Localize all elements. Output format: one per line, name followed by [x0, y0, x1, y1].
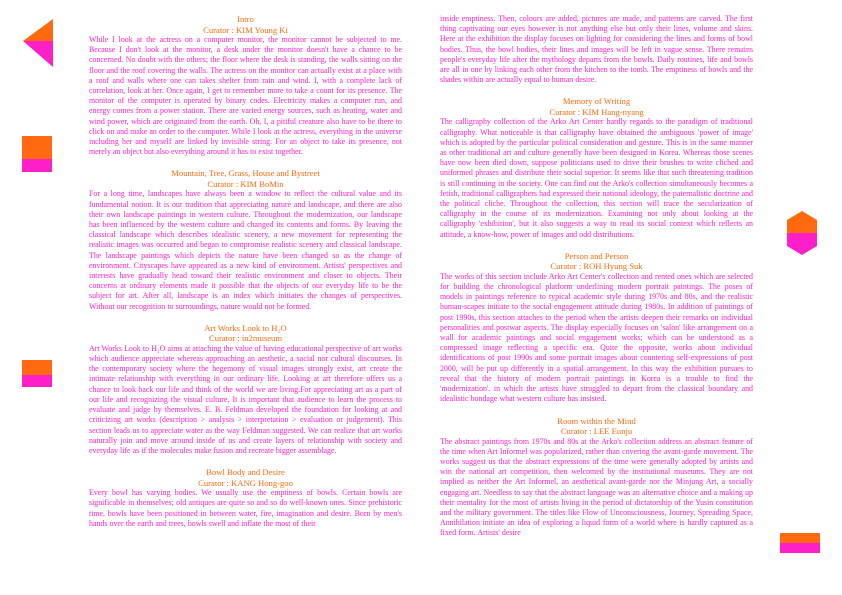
- section-curator: Curator : KIM BoMin: [207, 178, 284, 189]
- section-body: inside emptiness. Then, colours are added, pictures are made, and patterns are carved. The first thing captivating our eyes however is not anything else but only their lines, volume and skins. Here at the exhibition the display focuses on lighting for considering the lines and forms of bowl bodies. Thus, the bowl bodies, their lines and images will be left in vague sense. There remains people's everyday life after the mythology departs from the bowls. Daily routines, life and bowls are all in one by linking each other from the kitchen to the tomb. The emptiness of bowls and the shades within are actually equal to human desire.: [440, 14, 753, 85]
- section-bowl-body: [89, 467, 402, 529]
- section-body: The calligraphy collection of the Arko Art Center hardly regards to the paradigm of traditional calligraphy. What noticeable is that calligraphy have obtained the ambiguous 'power of image' which is adopted by the particular political consideration and gesture. This is in the same manner as other traditional art and culture generally have been designed in Korea. Whereas those scenes have now been died down, suppose politicians used to drive their brushes to write cliched and uniformed phrases and distribute their social superior. It seems like that such threatening tradition is still continuing in the society. One can find out the Arko's collection simultaneously becomes a fetish, traditional calligraphers had expressed their national ideology, the paternalistic doctrine and the political cliche. Throughout the collection, this section will trace the secularization of calligraphy in the course of its modernization. Examining not only about looking at the calligraphy 'exhibition', but it also suggests a way to read its social context which reflects an attitude, a know-how, power of images and odd distributions.: [440, 117, 753, 239]
- section-curator: Curator : KANG Hong-goo: [198, 477, 293, 488]
- section-body: For a long time, landscapes have always been a window to reflect the cultural value and its fundamental notion. It is our tradition that appreciating nature and landscape, and there are also their own landscape paintings in western culture. Throughout the modernization, our landscape has been influenced by the western culture and changed its contents and forms. By leaving the classical landscape which describes idealistic scenery, a new movement for representing the realistic images was occurred and began to compromise realistic scenery and classical landscape. The landscape paintings which depicts the nature have been changed so as the change of environment. Cityscapes have appeared as a new kind of environment. Artists' perspectives and interests have gradually head toward their realistic environment and closer to objects. Their concerns at ordinary elements made it possible that the objects of our everyday life to be the subject for art. After all, landscape is an index which initiates the changes of perspectives. Without our recognition to surroundings, nature would not be formed.: [89, 189, 402, 311]
- section-memory-of-writing: [440, 96, 753, 239]
- section-title: Memory of Writing: [562, 96, 631, 107]
- section-art-works-h2o: [89, 323, 402, 456]
- section-title: Art Works Look to H₂O: [204, 322, 287, 333]
- left-column: [89, 14, 402, 540]
- square-split-icon: [22, 360, 52, 387]
- section-person-and-person: [440, 251, 753, 405]
- section-title: Person and Person: [564, 250, 629, 261]
- section-title: Intro: [237, 14, 254, 24]
- section-body: While I look at the actress on a computer monitor, the monitor cannot be subjected to me. Because I don't look at the monitor, a desk under the monitor doesn't have a chance to be concerned. No doubt with the others; the floor where the desk is standing, the walls sitting on the floor and the roof covering the walls. The actress on the monitor can actually exist at a place with a roof and walls where one can takes shelter from rain and wind. I, with a complete lack of correlation, look at her. Once again, I get to remember more to take a count for its presence. The monitor of the computer is operated by binary codes. Electricity makes a computer run, and energy comes from a power station. There are varied energy sources, such as heating, water and wind power, which are originated from the earth. Oh, I, a pitiful creature also have to be there to click on and make an order to the computer. While I look at the actress, everything in the universe including her and myself are linked by invisible string. For an object to take its presence, not merely an object but also everything around it has to exist together.: [89, 35, 402, 157]
- section-title: Mountain, Tree, Grass, House and Bystreet: [171, 168, 320, 179]
- section-body: Every bowl has varying bodies. We usually use the emptiness of bowls. Certain bowls are significable in themselves; old antiques are quite so and so do well-known ones. Since prehistoric time, bowls have been positioned in between water, fire, imagination and desire. Born by men's hands over the earth and trees, bowls swell and inflate the most of their: [89, 488, 402, 528]
- section-mountain-tree: [89, 168, 402, 311]
- section-curator: Curator : KIM Young Ki: [203, 24, 288, 35]
- section-title: Room within the Mind: [557, 415, 636, 426]
- section-body: The abstract paintings from 1970s and 80s at the Arko's collection address an abstract feature of the time when Art Informel was popularized, rather than covering the avant-garde movement. The works suggest us that the abstract expressions of the time were generally adopted by artists and win the national art competition, then welcomed by the institutional museums. They are not implied as neither the Art Informel, an aesthetical avant-garde nor the Minjung Art, a socially engaging art. Needless to say that the abstract language was an alternative choice and a making up their mentality for the most of artists living in the period of dictatorship of the Yusin constitution and the military government. The titles like Flow of Unconsciousness, Journey, Spreading Space, Annihilation initiate an idea of exploring a liquid form of a world where is hardly captured as a fixed form. Artists' desire: [440, 436, 753, 538]
- section-curator: Curator : LEE Eunju: [560, 426, 633, 436]
- section-body: The works of this section include Arko Art Center's collection and rented ones which are selected for building the chronological platform underlining modern portrait paintings. The poses of models in paintings reference to typical academic style during 1970s and 80s, and the realistic human-scapes initiate to the social engagement attitude during 1980s. In addition of paintings of post 1990s, this section attaches to the period when the artists deepen their remarks on individual personalities and postwar aspects. The display especially focuses on 'salon' like arrangement on a wall for academic paintings and social engagement works; which can be understood as a compressed image reflecting a specific era. Quite the opposite, works about individual identifications of post 1990s and some portrait images about countering self-expressions of post 2000, will be put up differently in a spatial arrangement. In this way the exhibition pursues to reveal that the history of modern portrait paintings in Korea is a trouble to find the 'modernization'. in which the artists have struggled to depart from the classical boundary and idealistic bondage what western culture has insisted.: [440, 271, 753, 404]
- section-curator: Curator : ROH Hyung Suk: [550, 261, 643, 272]
- section-curator: Curator : in2museum: [208, 333, 283, 344]
- right-column: [440, 14, 753, 550]
- hexagon-split-icon: [787, 211, 817, 255]
- section-room-within-mind: [440, 416, 753, 539]
- half-triangle-icon: [23, 19, 53, 69]
- square-split-icon: [22, 136, 52, 172]
- section-body: Art Works Look to H₂O aims at attaching the value of having educational perspective of art works which audience appreciate whereas approaching an aesthetic, a social nor cultural discourses. In the contemporary society where the hegemony of visual images strongly exist, art create the intimate relationship with everything in our ordinary life. Looking at art therefore offers us a chance to look back our life and think of the world we are living.For appreciating art as a part of our life and recognizing the visual culture, It is important that audience to learn the process to evaluate and judge by themselves. E. B. Feldman developed the foundation for looking at and criticizing art works (description > analysis > interpretation > evaluation or judgement). This section leads us to appreciate water as the way Feldman suggested. We can realize that art works naturally join and move around inside of us and create layers of relationship with society and everyday life as if the molecules make fusion and recreate bigger assemblage.: [89, 343, 402, 455]
- section-curator: Curator : KIM Hang-nyang: [549, 106, 644, 117]
- bar-split-icon: [780, 533, 820, 553]
- section-title: Bowl Body and Desire: [206, 467, 285, 478]
- section-bowl-body-continued: [440, 14, 753, 85]
- section-intro: [89, 14, 402, 157]
